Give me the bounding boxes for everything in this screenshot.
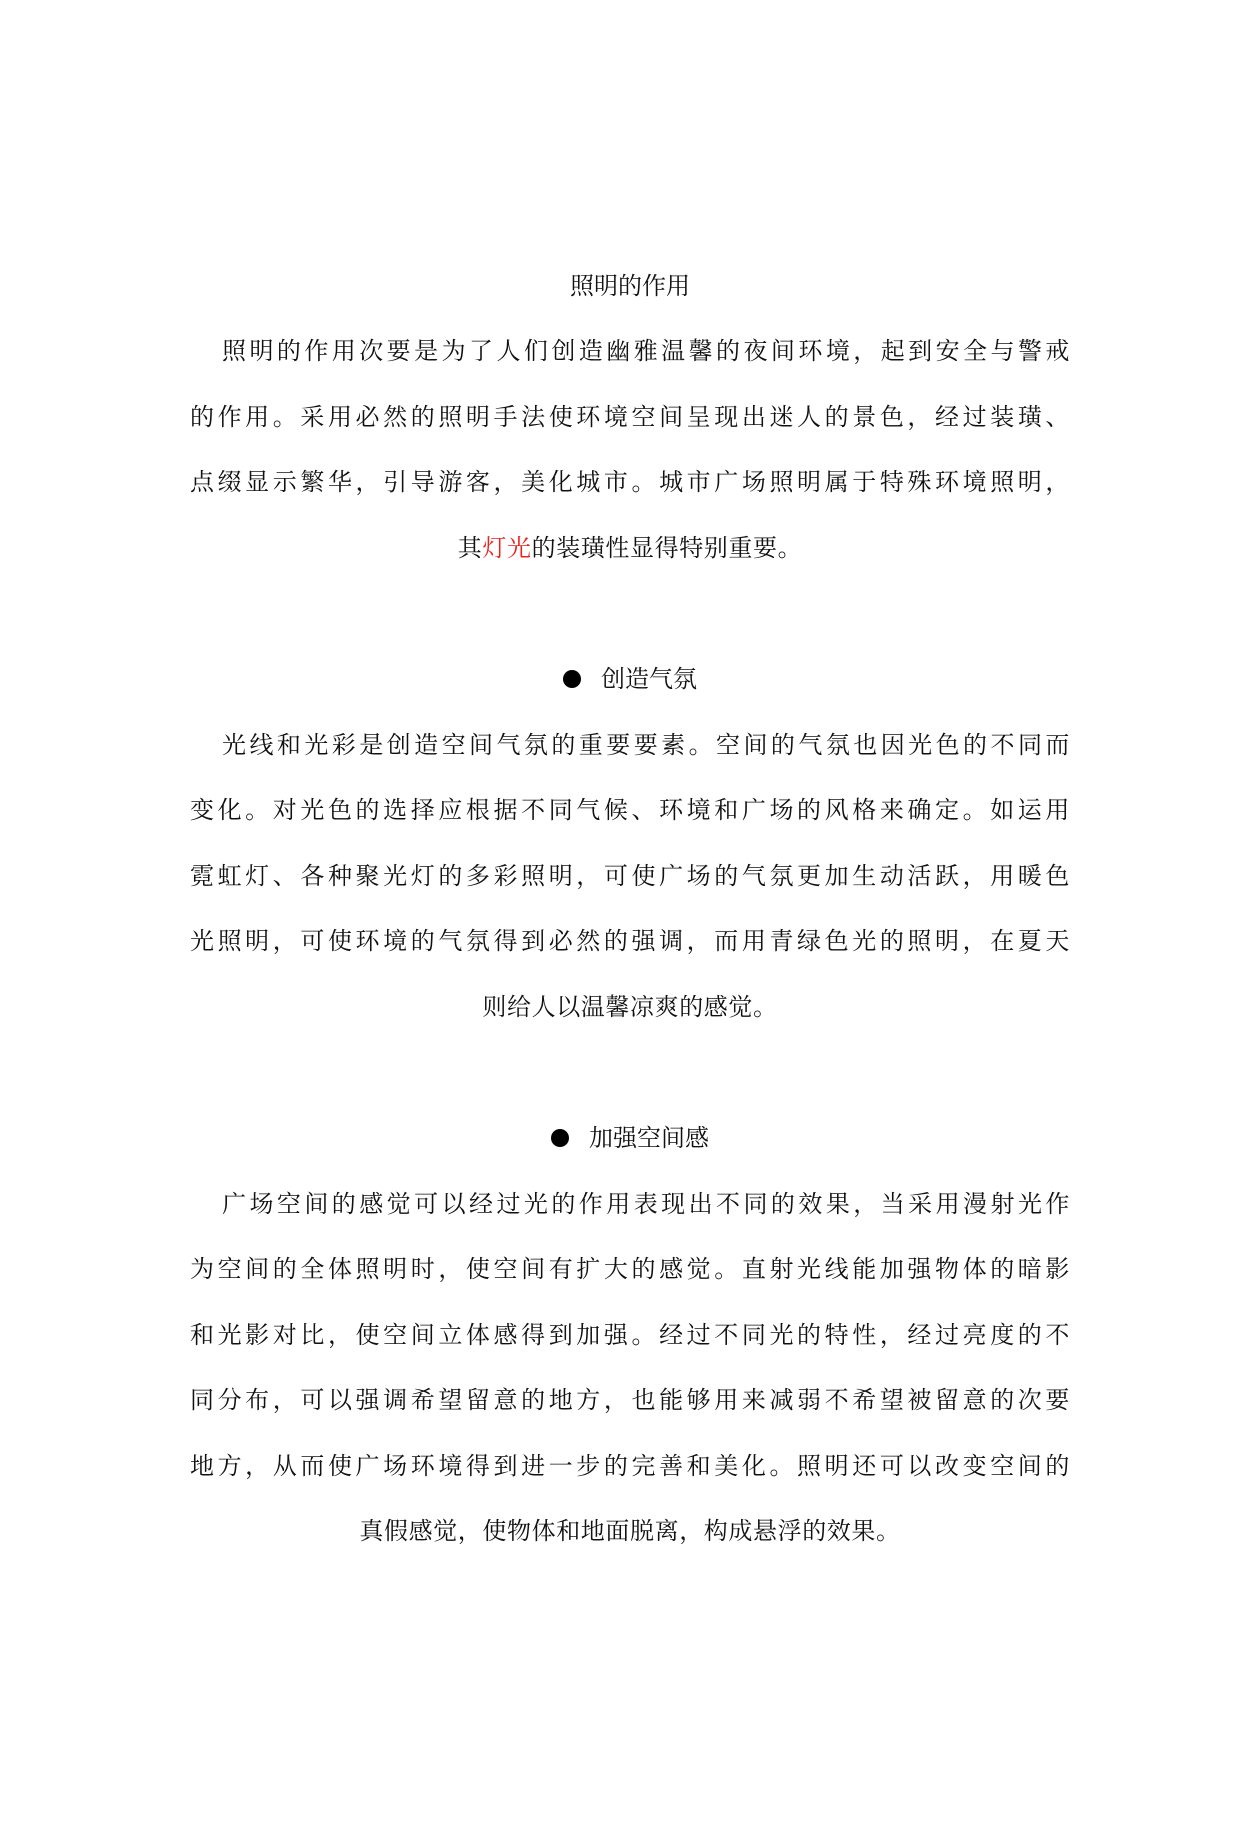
intro-text-after: 的装璜性显得特别重要。: [531, 534, 803, 562]
section-heading-2-label: 加强空间感: [589, 1124, 709, 1152]
bullet-icon: [551, 1129, 569, 1147]
section-1-line-4: 光照明，可使环境的气氛得到必然的强调，而用青绿色光的照明，在夏天: [190, 927, 1070, 955]
intro-line-1: 照明的作用次要是为了人们创造幽雅温馨的夜间环境，起到安全与警戒: [222, 337, 1070, 365]
section-heading-1: [190, 664, 1070, 694]
intro-line-2: 的作用。采用必然的照明手法使环境空间呈现出迷人的景色，经过装璜、: [190, 403, 1070, 431]
section-heading-2: [190, 1123, 1070, 1153]
section-2-line-3: 和光影对比，使空间立体感得到加强。经过不同光的特性，经过亮度的不: [190, 1321, 1070, 1349]
section-2-line-6: 真假感觉，使物体和地面脱离，构成悬浮的效果。: [359, 1517, 901, 1545]
intro-line-3: 点缀显示繁华，引导游客，美化城市。城市广场照明属于特殊环境照明，: [190, 468, 1070, 496]
section-2-line-4: 同分布，可以强调希望留意的地方，也能够用来减弱不希望被留意的次要: [190, 1386, 1070, 1414]
intro-line-4: [190, 533, 1070, 563]
section-2-line-2: 为空间的全体照明时，使空间有扩大的感觉。直射光线能加强物体的暗影: [190, 1255, 1070, 1283]
section-1-line-1: 光线和光彩是创造空间气氛的重要要素。空间的气氛也因光色的不同而: [222, 731, 1070, 759]
section-1-line-5: 则给人以温馨凉爽的感觉。: [482, 993, 778, 1021]
document-title: 照明的作用: [570, 272, 690, 300]
section-1-line-3: 霓虹灯、各种聚光灯的多彩照明，可使广场的气氛更加生动活跃，用暖色: [190, 862, 1070, 890]
section-2-line-5: 地方，从而使广场环境得到进一步的完善和美化。照明还可以改变空间的: [190, 1452, 1070, 1480]
bullet-icon: [563, 670, 581, 688]
highlighted-term: 灯光: [482, 534, 532, 562]
section-heading-1-label: 创造气氛: [601, 665, 697, 693]
section-2-line-1: 广场空间的感觉可以经过光的作用表现出不同的效果，当采用漫射光作: [222, 1190, 1070, 1218]
intro-text-before: 其: [457, 534, 483, 562]
section-1-line-2: 变化。对光色的选择应根据不同气候、环境和广场的风格来确定。如运用: [190, 796, 1070, 824]
